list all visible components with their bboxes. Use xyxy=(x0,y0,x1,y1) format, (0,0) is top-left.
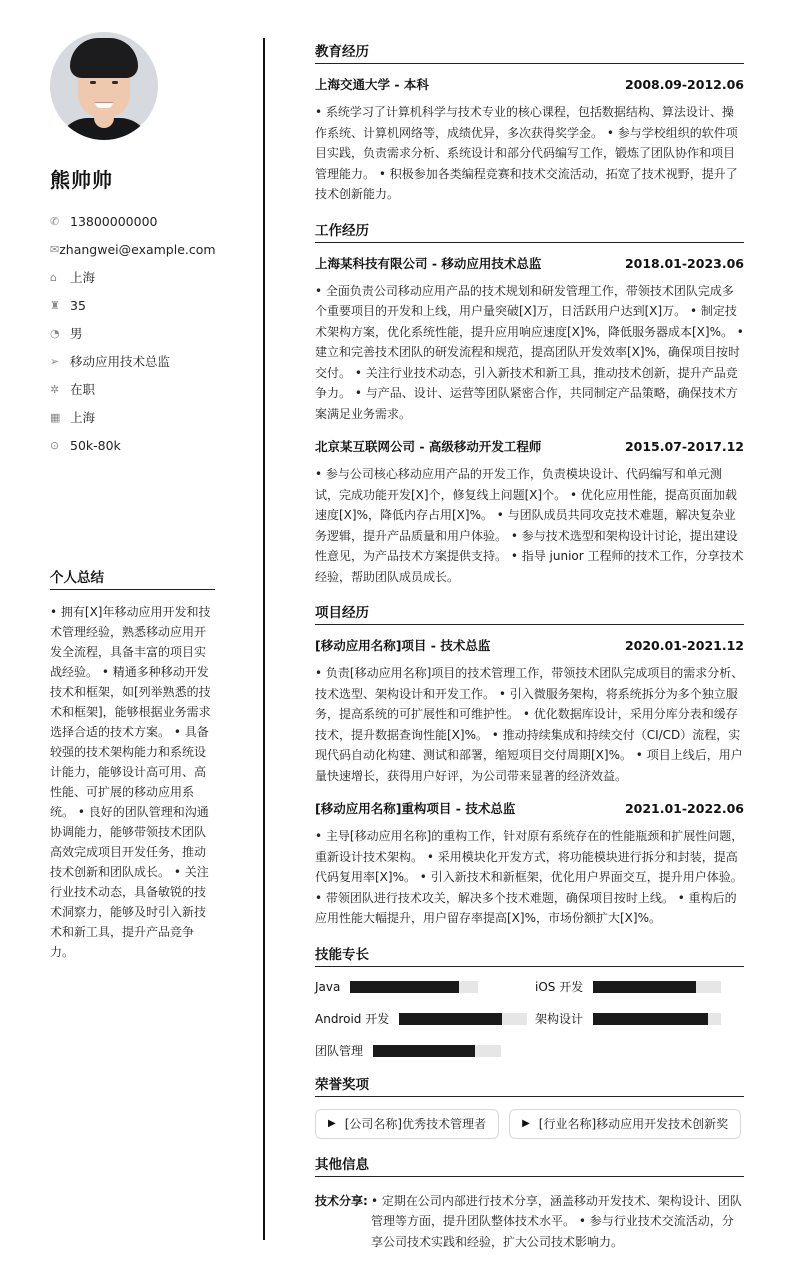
target-city-value: 上海 xyxy=(70,410,96,425)
home-icon: ⌂ xyxy=(50,270,57,284)
info-email xyxy=(50,235,215,263)
work-date: 2018.01-2023.06 xyxy=(624,255,744,271)
work-title: 工作经历 xyxy=(315,219,744,243)
phone-icon: ✆ xyxy=(50,214,60,228)
award-chip[interactable] xyxy=(509,1109,741,1139)
other-label: 技术分享: xyxy=(315,1193,368,1208)
avatar xyxy=(50,32,158,140)
project-date: 2020.01-2021.12 xyxy=(624,638,744,653)
project-description: • 主导[移动应用名称]的重构工作，针对原有系统存在的性能瓶颈和扩展性问题，重新设计技术架构。 • 采用模块化开发方式，将功能模块进行拆分和封装，提高代码复用率[X]%。 • 引入新技术和新框架，优化用户界面交互，提升用户体验。 • 带领团队进行技术攻关，解决多个技术难题，确保项目按时上线。 • 重构后的应用性能大幅提升，用户留存率提高[X]%，市场份额扩大[X]%。 xyxy=(315,829,744,925)
skills-title: 技能专长 xyxy=(315,943,744,967)
info-position xyxy=(50,347,215,375)
summary-text: • 拥有[X]年移动应用开发和技术管理经验，熟悉移动应用开发全流程，具备丰富的项目实战经验。 • 精通多种移动开发技术和框架，如[列举熟悉的技术和框架]，能够根据业务需求选择合适的技术方案。 • 具备较强的技术架构能力和系统设计能力，能够设计高可用、高性能、可扩展的移动应用系统。 • 良好的团队管理和沟通协调能力，能够带领技术团队高效完成项目开发任务，推动技术创新和团队成长。 • 关注行业技术动态，具备敏锐的技术洞察力，能够及时引入新技术和新工具，提升产品竞争力。 xyxy=(50,605,211,959)
education-school: 上海交通大学 - 本科 xyxy=(315,77,429,92)
other-title: 其他信息 xyxy=(315,1153,744,1177)
award-chip[interactable] xyxy=(315,1109,499,1139)
skill-item xyxy=(315,1011,535,1027)
work-entry-head xyxy=(315,255,744,273)
salary-value: 50k-80k xyxy=(70,437,121,453)
work-section xyxy=(315,219,744,588)
work-description: • 全面负责公司移动应用产品的技术规划和研发管理工作，带领技术团队完成多个重要项目的开发和上线，用户量突破[X]万，日活跃用户达到[X]万。 • 制定技术架构方案，优化系统性能，提升应用响应速度[X]%，降低服务器成本[X]%。 • 建立和完善技术团队的研发流程和规范，提高团队开发效率[X]%，确保项目按时交付。 • 关注行业技术动态，引入新技术和新工具，推动技术创新，提升产品竞争力。 • 与产品、设计、运营等团队紧密合作，共同制定产品策略，确保技术方案满足业务需求。 xyxy=(315,283,744,421)
skill-item xyxy=(315,1043,535,1059)
main-content xyxy=(315,40,744,1252)
age-value: 35 xyxy=(70,297,86,313)
info-gender xyxy=(50,319,215,347)
skill-bar xyxy=(593,1013,721,1025)
projects-section xyxy=(315,601,744,929)
skill-bar xyxy=(593,981,721,993)
work-company: 上海某科技有限公司 - 移动应用技术总监 xyxy=(315,255,542,271)
skill-bar-fill xyxy=(399,1013,501,1025)
award-label: [公司名称]优秀技术管理者 xyxy=(344,1117,487,1131)
email-value: zhangwei@example.com xyxy=(59,241,216,257)
work-company: 北京某互联网公司 - 高级移动开发工程师 xyxy=(315,439,542,454)
summary-title: 个人总结 xyxy=(50,566,215,590)
projects-title: 项目经历 xyxy=(315,601,744,625)
cake-icon: ♜ xyxy=(50,298,60,312)
gear-icon: ✲ xyxy=(50,382,60,396)
send-icon: ➢ xyxy=(50,354,60,368)
awards-list xyxy=(315,1109,744,1139)
other-text: • 定期在公司内部进行技术分享，涵盖移动开发技术、架构设计、团队管理等方面，提升团队整体技术水平。 • 参与行业技术交流活动，分享公司技术实践和经验，扩大公司技术影响力。 xyxy=(371,1193,742,1249)
work-entry-head xyxy=(315,438,744,456)
skill-name: Java xyxy=(315,979,341,994)
column-divider xyxy=(263,38,265,1240)
project-entry-head xyxy=(315,800,744,818)
skill-bar-fill xyxy=(593,981,695,993)
info-salary xyxy=(50,431,215,459)
info-location xyxy=(50,263,215,291)
skill-name: iOS 开发 xyxy=(535,980,584,994)
education-entry-head xyxy=(315,76,744,94)
project-name: [移动应用名称]项目 - 技术总监 xyxy=(315,638,491,653)
skill-item xyxy=(315,979,535,995)
skill-item xyxy=(535,1011,744,1027)
skill-bar xyxy=(373,1045,501,1057)
position-value: 移动应用技术总监 xyxy=(70,354,171,369)
skill-item xyxy=(535,979,744,995)
skill-name: 架构设计 xyxy=(535,1012,584,1026)
building-icon: ▦ xyxy=(50,410,61,424)
other-entry xyxy=(315,1191,744,1253)
project-description: • 负责[移动应用名称]项目的技术管理工作，带领技术团队完成项目的需求分析、技术选型、架构设计和开发工作。 • 引入微服务架构，将系统拆分为多个独立服务，提高系统的可扩展性和可维护性。 • 优化数据库设计，采用分库分表和缓存技术，提升数据查询性能[X]%。 • 推动持续集成和持续交付（CI/CD）流程，实现代码自动化构建、测试和部署，缩短项目交付周期[X]%。 • 项目上线后，用户量快速增长，获得用户好评，为公司带来显著的经济效益。 xyxy=(315,666,744,783)
skill-bar xyxy=(399,1013,527,1025)
awards-title: 荣誉奖项 xyxy=(315,1073,744,1097)
location-value: 上海 xyxy=(70,270,96,285)
info-phone xyxy=(50,207,215,235)
info-status xyxy=(50,375,215,403)
profile-sidebar xyxy=(50,32,215,459)
skill-bar-fill xyxy=(593,1013,708,1025)
project-entry-head xyxy=(315,637,744,655)
work-date: 2015.07-2017.12 xyxy=(624,439,744,454)
skill-bar-fill xyxy=(350,981,459,993)
education-section xyxy=(315,40,744,205)
skills-grid xyxy=(315,979,744,1059)
skill-name: 团队管理 xyxy=(315,1044,364,1058)
avatar-eye xyxy=(90,81,96,84)
gender-value: 男 xyxy=(70,326,83,341)
avatar-eye xyxy=(112,81,118,84)
award-label: [行业名称]移动应用开发技术创新奖 xyxy=(538,1117,729,1131)
info-target-city xyxy=(50,403,215,431)
skills-section xyxy=(315,943,744,1059)
skill-bar-fill xyxy=(373,1045,475,1057)
play-icon: ▶ xyxy=(522,1118,530,1129)
education-date: 2008.09-2012.06 xyxy=(624,77,744,92)
other-section xyxy=(315,1153,744,1253)
mail-icon: ✉ xyxy=(50,242,60,256)
status-value: 在职 xyxy=(70,382,96,397)
info-age xyxy=(50,291,215,319)
awards-section xyxy=(315,1073,744,1139)
phone-value: 13800000000 xyxy=(70,213,158,229)
education-title: 教育经历 xyxy=(315,40,744,64)
gender-icon: ◔ xyxy=(50,326,60,340)
candidate-name: 熊帅帅 xyxy=(50,168,113,192)
project-name: [移动应用名称]重构项目 - 技术总监 xyxy=(315,801,516,816)
contact-info-list xyxy=(50,207,215,459)
avatar-hair xyxy=(70,38,138,78)
skill-bar xyxy=(350,981,478,993)
skill-name: Android 开发 xyxy=(315,1012,390,1026)
play-icon: ▶ xyxy=(328,1118,336,1129)
work-description: • 参与公司核心移动应用产品的开发工作，负责模块设计、代码编写和单元测试，完成功能开发[X]个，修复线上问题[X]个。 • 优化应用性能，提高页面加载速度[X]%，降低内存占用[X]%。 • 与团队成员共同攻克技术难题，解决复杂业务逻辑，提升产品质量和用户体验。 • 参与技术选型和架构设计讨论，提出建设性意见，为产品技术方案提供支持。 • 指导 junior 工程师的技术工作，分享技术经验，帮助团队成员成长。 xyxy=(315,467,744,584)
coin-icon: ⊙ xyxy=(50,438,60,452)
project-date: 2021.01-2022.06 xyxy=(624,801,744,816)
education-description: • 系统学习了计算机科学与技术专业的核心课程，包括数据结构、算法设计、操作系统、计算机网络等，成绩优异，多次获得奖学金。 • 参与学校组织的软件项目实践，负责需求分析、系统设计和部分代码编写工作，锻炼了团队协作和项目管理能力。 • 积极参加各类编程竞赛和技术交流活动，拓宽了技术视野，提升了技术创新能力。 xyxy=(315,105,738,201)
